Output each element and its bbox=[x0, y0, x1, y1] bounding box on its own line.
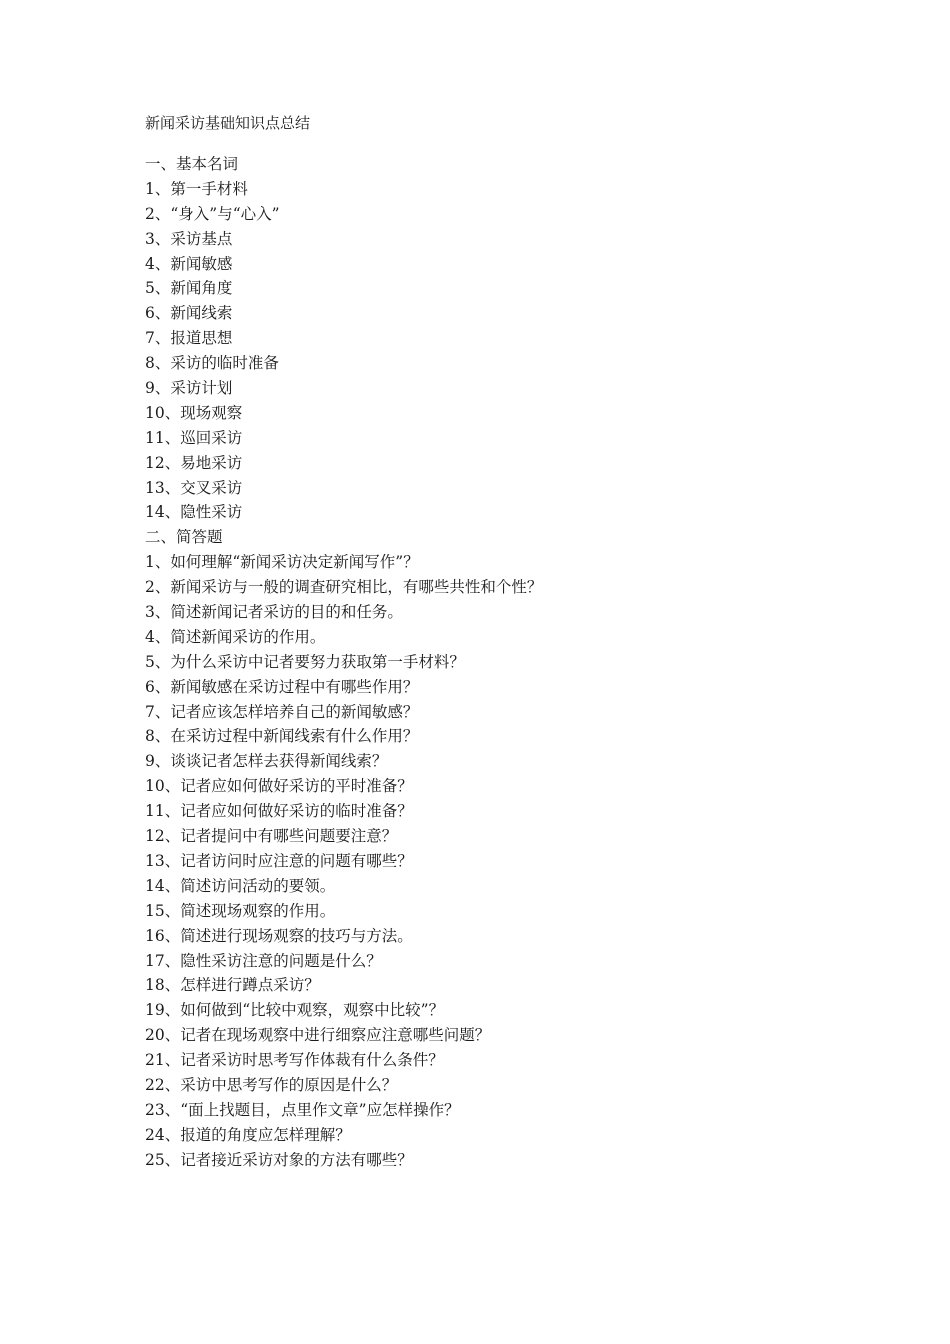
list-item: 10、记者应如何做好采访的平时准备？ bbox=[145, 777, 413, 796]
list-item: 7、报道思想 bbox=[145, 329, 233, 348]
list-item: 13、记者访问时应注意的问题有哪些？ bbox=[145, 851, 413, 870]
list-item: 14、隐性采访 bbox=[145, 503, 243, 522]
list-item: 14、简述访问活动的要领。 bbox=[145, 876, 336, 895]
list-item: 19、如何做到“比较中观察，观察中比较”？ bbox=[145, 1001, 445, 1020]
list-item: 8、在采访过程中新闻线索有什么作用？ bbox=[145, 727, 419, 746]
list-item: 20、记者在现场观察中进行细察应注意哪些问题？ bbox=[145, 1026, 491, 1045]
list-item: 2、新闻采访与一般的调查研究相比，有哪些共性和个性？ bbox=[145, 578, 543, 597]
list-item: 12、易地采访 bbox=[145, 453, 243, 472]
list-item: 21、记者采访时思考写作体裁有什么条件？ bbox=[145, 1051, 444, 1070]
list-item: 4、新闻敏感 bbox=[145, 254, 233, 273]
short-answer-list bbox=[145, 550, 845, 1172]
list-item: 5、新闻角度 bbox=[145, 279, 233, 298]
section-heading-basic-terms: 一、基本名词 bbox=[145, 155, 239, 173]
list-item: 12、记者提问中有哪些问题要注意？ bbox=[145, 827, 398, 846]
list-item: 18、怎样进行蹲点采访？ bbox=[145, 976, 320, 995]
section-heading-short-answer: 二、简答题 bbox=[145, 528, 223, 547]
list-item: 2、“身入”与“心入” bbox=[145, 204, 280, 223]
list-item: 11、巡回采访 bbox=[145, 428, 243, 447]
list-item: 23、“面上找题目，点里作文章”应怎样操作？ bbox=[145, 1100, 460, 1119]
list-item: 25、记者接近采访对象的方法有哪些？ bbox=[145, 1150, 413, 1169]
list-item: 11、记者应如何做好采访的临时准备？ bbox=[145, 802, 413, 821]
list-item: 13、交叉采访 bbox=[145, 478, 243, 497]
list-item: 1、如何理解“新闻采访决定新闻写作”？ bbox=[145, 553, 419, 572]
list-item: 9、谈谈记者怎样去获得新闻线索？ bbox=[145, 752, 388, 771]
list-item: 3、采访基点 bbox=[145, 229, 233, 248]
list-item: 16、简述进行现场观察的技巧与方法。 bbox=[145, 926, 413, 945]
document-title: 新闻采访基础知识点总结 bbox=[145, 114, 311, 132]
list-item: 4、简述新闻采访的作用。 bbox=[145, 627, 326, 646]
list-item: 15、简述现场观察的作用。 bbox=[145, 901, 336, 920]
list-item: 24、报道的角度应怎样理解？ bbox=[145, 1125, 351, 1144]
list-item: 9、采访计划 bbox=[145, 379, 233, 398]
list-item: 7、记者应该怎样培养自己的新闻敏感？ bbox=[145, 702, 419, 721]
list-item: 8、采访的临时准备 bbox=[145, 354, 279, 373]
basic-terms-list bbox=[145, 177, 845, 525]
list-item: 6、新闻敏感在采访过程中有哪些作用？ bbox=[145, 677, 419, 696]
list-item: 3、简述新闻记者采访的目的和任务。 bbox=[145, 603, 403, 622]
document-body bbox=[145, 152, 845, 1173]
list-item: 22、采访中思考写作的原因是什么？ bbox=[145, 1075, 398, 1094]
list-item: 5、为什么采访中记者要努力获取第一手材料？ bbox=[145, 652, 465, 671]
list-item: 10、现场观察 bbox=[145, 403, 243, 422]
list-item: 17、隐性采访注意的问题是什么？ bbox=[145, 951, 382, 970]
list-item: 1、第一手材料 bbox=[145, 179, 248, 198]
list-item: 6、新闻线索 bbox=[145, 304, 233, 323]
